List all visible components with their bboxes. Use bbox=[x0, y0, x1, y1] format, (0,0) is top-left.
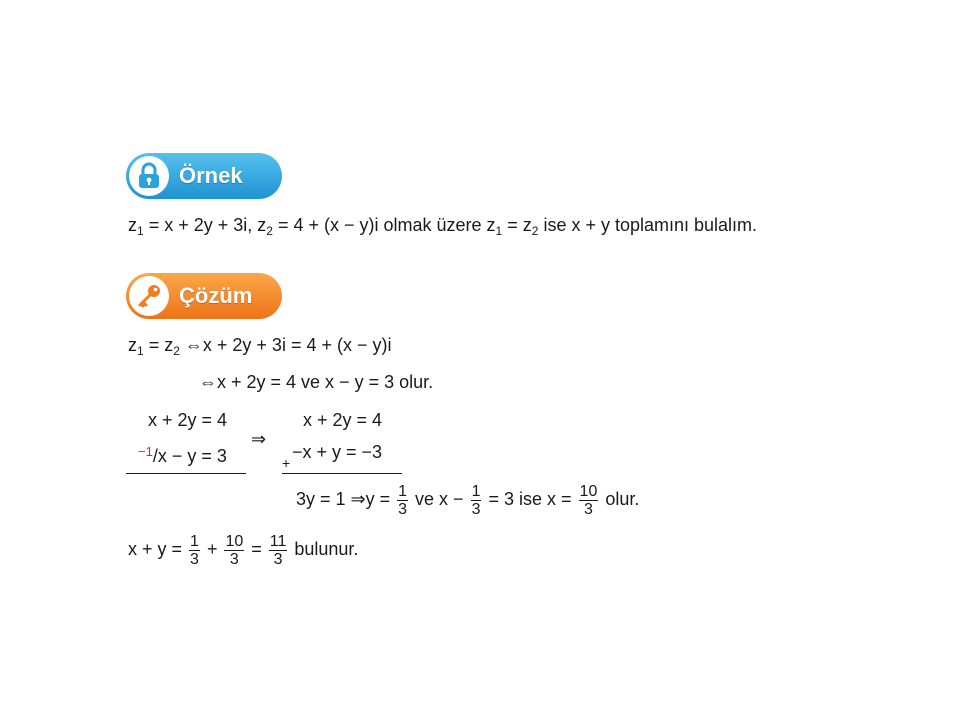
fraction: $\frac{1}{3}$ bbox=[398, 482, 408, 518]
result-line: 3y = 1 ⇒y = $\frac{1}{3}$ ve x − $\frac{1}{3}$ = 3 ise x = $\frac{10}{3}$ olur. bbox=[296, 482, 640, 518]
lock-icon bbox=[129, 156, 169, 196]
fraction: $\frac{1}{3}$ bbox=[190, 532, 199, 568]
final-line: x + y = $\frac{1}{3}$ + $\frac{10}{3}$ = $\frac{11}{3}$ bulunur. bbox=[128, 532, 359, 568]
implies-arrow: ⇒ bbox=[251, 429, 267, 449]
fraction: $\frac{11}{3}$ bbox=[269, 532, 287, 568]
example-badge-label: Örnek bbox=[179, 163, 243, 188]
fraction: $\frac{10}{3}$ bbox=[579, 482, 598, 518]
solution-badge bbox=[126, 273, 282, 319]
left-rule bbox=[126, 473, 246, 474]
example-question: $z_1 = x + 2y + 3i$, $z_2 = 4 + (x - y)i$ olmak üzere $z_1 = z_2$ ise x + y toplamını bulalım. bbox=[128, 215, 758, 238]
fraction: $\frac{1}{3}$ bbox=[471, 482, 481, 518]
right-equation-1: x + 2y = 4 bbox=[303, 410, 383, 430]
solution-line-1: $z_1 = z_2$ ⇔x + 2y + 3i = 4 + (x − y)i bbox=[128, 335, 392, 358]
solution-badge-label: Çözüm bbox=[179, 283, 253, 308]
left-equation-1: x + 2y = 4 bbox=[148, 410, 228, 430]
example-badge bbox=[126, 153, 282, 199]
fraction: $\frac{10}{3}$ bbox=[225, 532, 244, 568]
left-equation-2: $^{-1}$/x − y = 3 bbox=[138, 444, 227, 466]
plus-sign: + bbox=[282, 455, 291, 471]
multiplier-label: −1 bbox=[138, 444, 153, 459]
solution-line-2: ⇔x + 2y = 4 ve x − y = 3 olur. bbox=[199, 372, 434, 392]
right-rule bbox=[282, 473, 402, 474]
right-equation-2: −x + y = −3 bbox=[292, 442, 383, 462]
key-icon bbox=[129, 276, 169, 316]
